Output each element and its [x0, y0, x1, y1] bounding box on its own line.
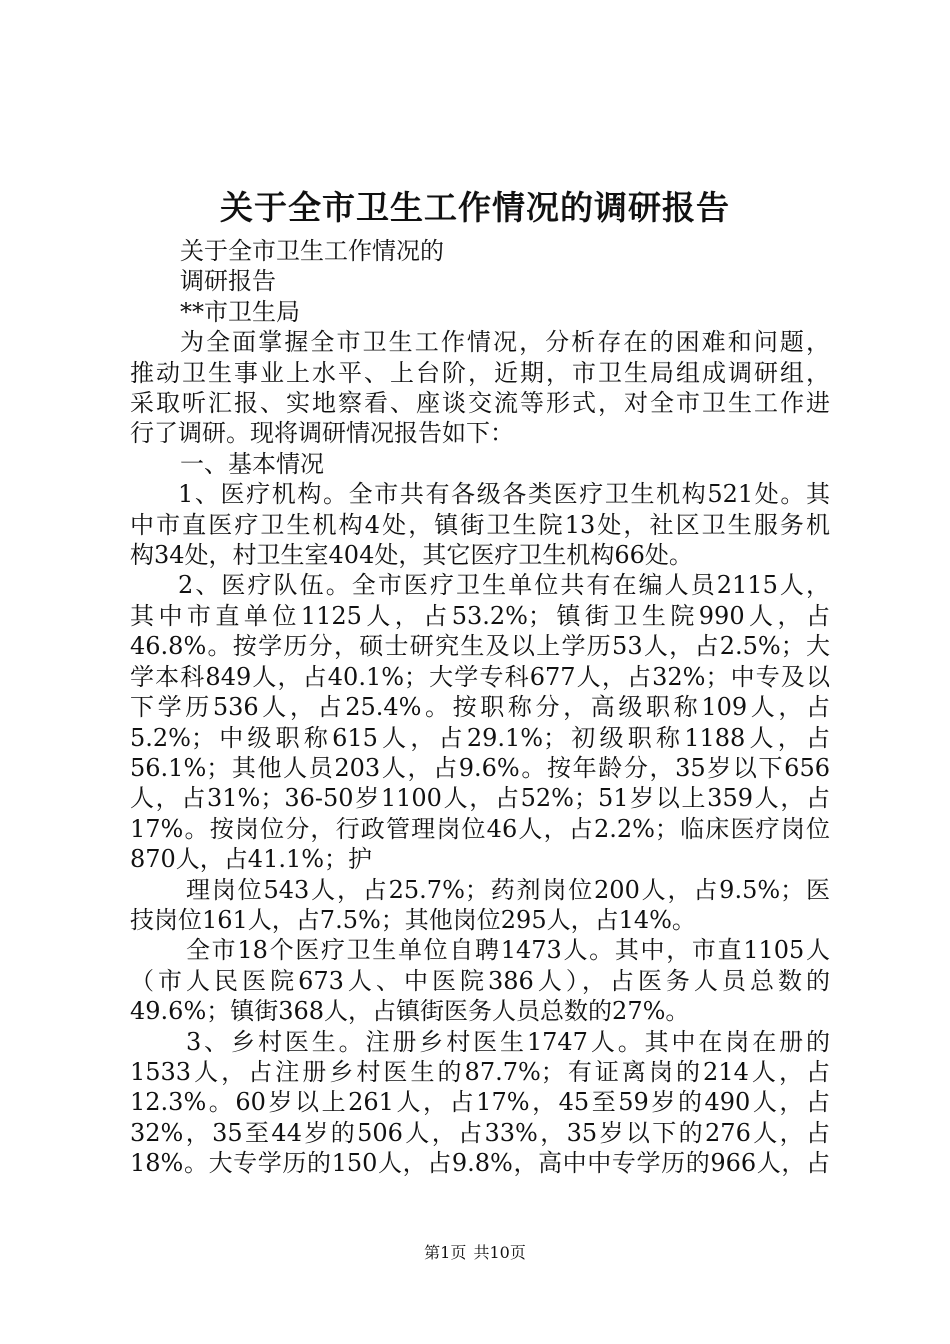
- body-line: 下学历536人，占25.4%。按职称分，高级职称109人，占: [130, 693, 830, 722]
- body-line: 56.1%；其他人员203人，占9.6%。按年龄分，35岁以下656: [130, 753, 830, 782]
- body-line: 构34处，村卫生室404处，其它医疗卫生机构66处。: [130, 541, 693, 570]
- body-line: 调研报告: [180, 267, 276, 296]
- body-line: 关于全市卫生工作情况的: [180, 237, 444, 265]
- body-line: 2、医疗队伍。全市医疗卫生单位共有在编人员2115人，: [178, 571, 830, 600]
- body-line: 32%，35至44岁的506人，占33%，35岁以下的276人，占: [130, 1118, 830, 1147]
- body-line: 技岗位161人，占7.5%；其他岗位295人，占14%。: [130, 905, 696, 934]
- body-line: 采取听汇报、实地察看、座谈交流等形式，对全市卫生工作进: [130, 389, 830, 418]
- body-line: 49.6%；镇街368人，占镇街医务人员总数的27%。: [130, 997, 690, 1026]
- body-line: 18%。大专学历的150人，占9.8%，高中中专学历的966人，占: [130, 1149, 830, 1178]
- body-line: 17%。按岗位分，行政管理岗位46人，占2.2%；临床医疗岗位: [130, 814, 830, 843]
- body-line: 1、医疗机构。全市共有各级各类医疗卫生机构521处。其: [178, 480, 830, 509]
- body-line: 5.2%；中级职称615人，占29.1%；初级职称1188人，占: [130, 723, 830, 752]
- body-line: 人，占31%；36-50岁1100人，占52%；51岁以上359人，占: [130, 784, 830, 813]
- body-line: 行了调研。现将调研情况报告如下：: [130, 419, 514, 448]
- body-line: 3、乡村医生。注册乡村医生1747人。其中在岗在册的: [186, 1027, 830, 1056]
- body-line: 为全面掌握全市卫生工作情况，分析存在的困难和问题，: [180, 328, 830, 357]
- body-line: 中市直医疗卫生机构4处，镇街卫生院13处，社区卫生服务机: [130, 510, 830, 539]
- body-line: 46.8%。按学历分，硕士研究生及以上学历53人，占2.5%；大: [130, 632, 830, 661]
- body-line: 推动卫生事业上水平、上台阶，近期，市卫生局组成调研组，: [130, 358, 830, 387]
- body-line: 1533人，占注册乡村医生的87.7%；有证离岗的214人，占: [130, 1057, 830, 1086]
- body-line: 学本科849人，占40.1%；大学专科677人，占32%；中专及以: [130, 662, 830, 691]
- body-line: **市卫生局: [180, 297, 300, 326]
- body-line: 理岗位543人，占25.7%；药剂岗位200人，占9.5%；医: [186, 875, 830, 904]
- document-title: 关于全市卫生工作情况的调研报告: [220, 188, 730, 227]
- body-line: 全市18个医疗卫生单位自聘1473人。其中，市直1105人: [186, 936, 830, 965]
- body-line: 870人，占41.1%；护: [130, 845, 373, 874]
- page-number: 第1页: [424, 1243, 467, 1262]
- body-line: 其中市直单位1125人，占53.2%；镇街卫生院990人，占: [130, 601, 830, 630]
- body-line: （市人民医院673人、中医院386人），占医务人员总数的: [130, 966, 830, 995]
- page-total: 共10页: [473, 1243, 526, 1262]
- section-heading: 一、基本情况: [180, 449, 324, 478]
- page-footer: [0, 1240, 950, 1266]
- document-body: [130, 236, 830, 1179]
- body-line: 12.3%。60岁以上261人，占17%，45至59岁的490人，占: [130, 1088, 830, 1117]
